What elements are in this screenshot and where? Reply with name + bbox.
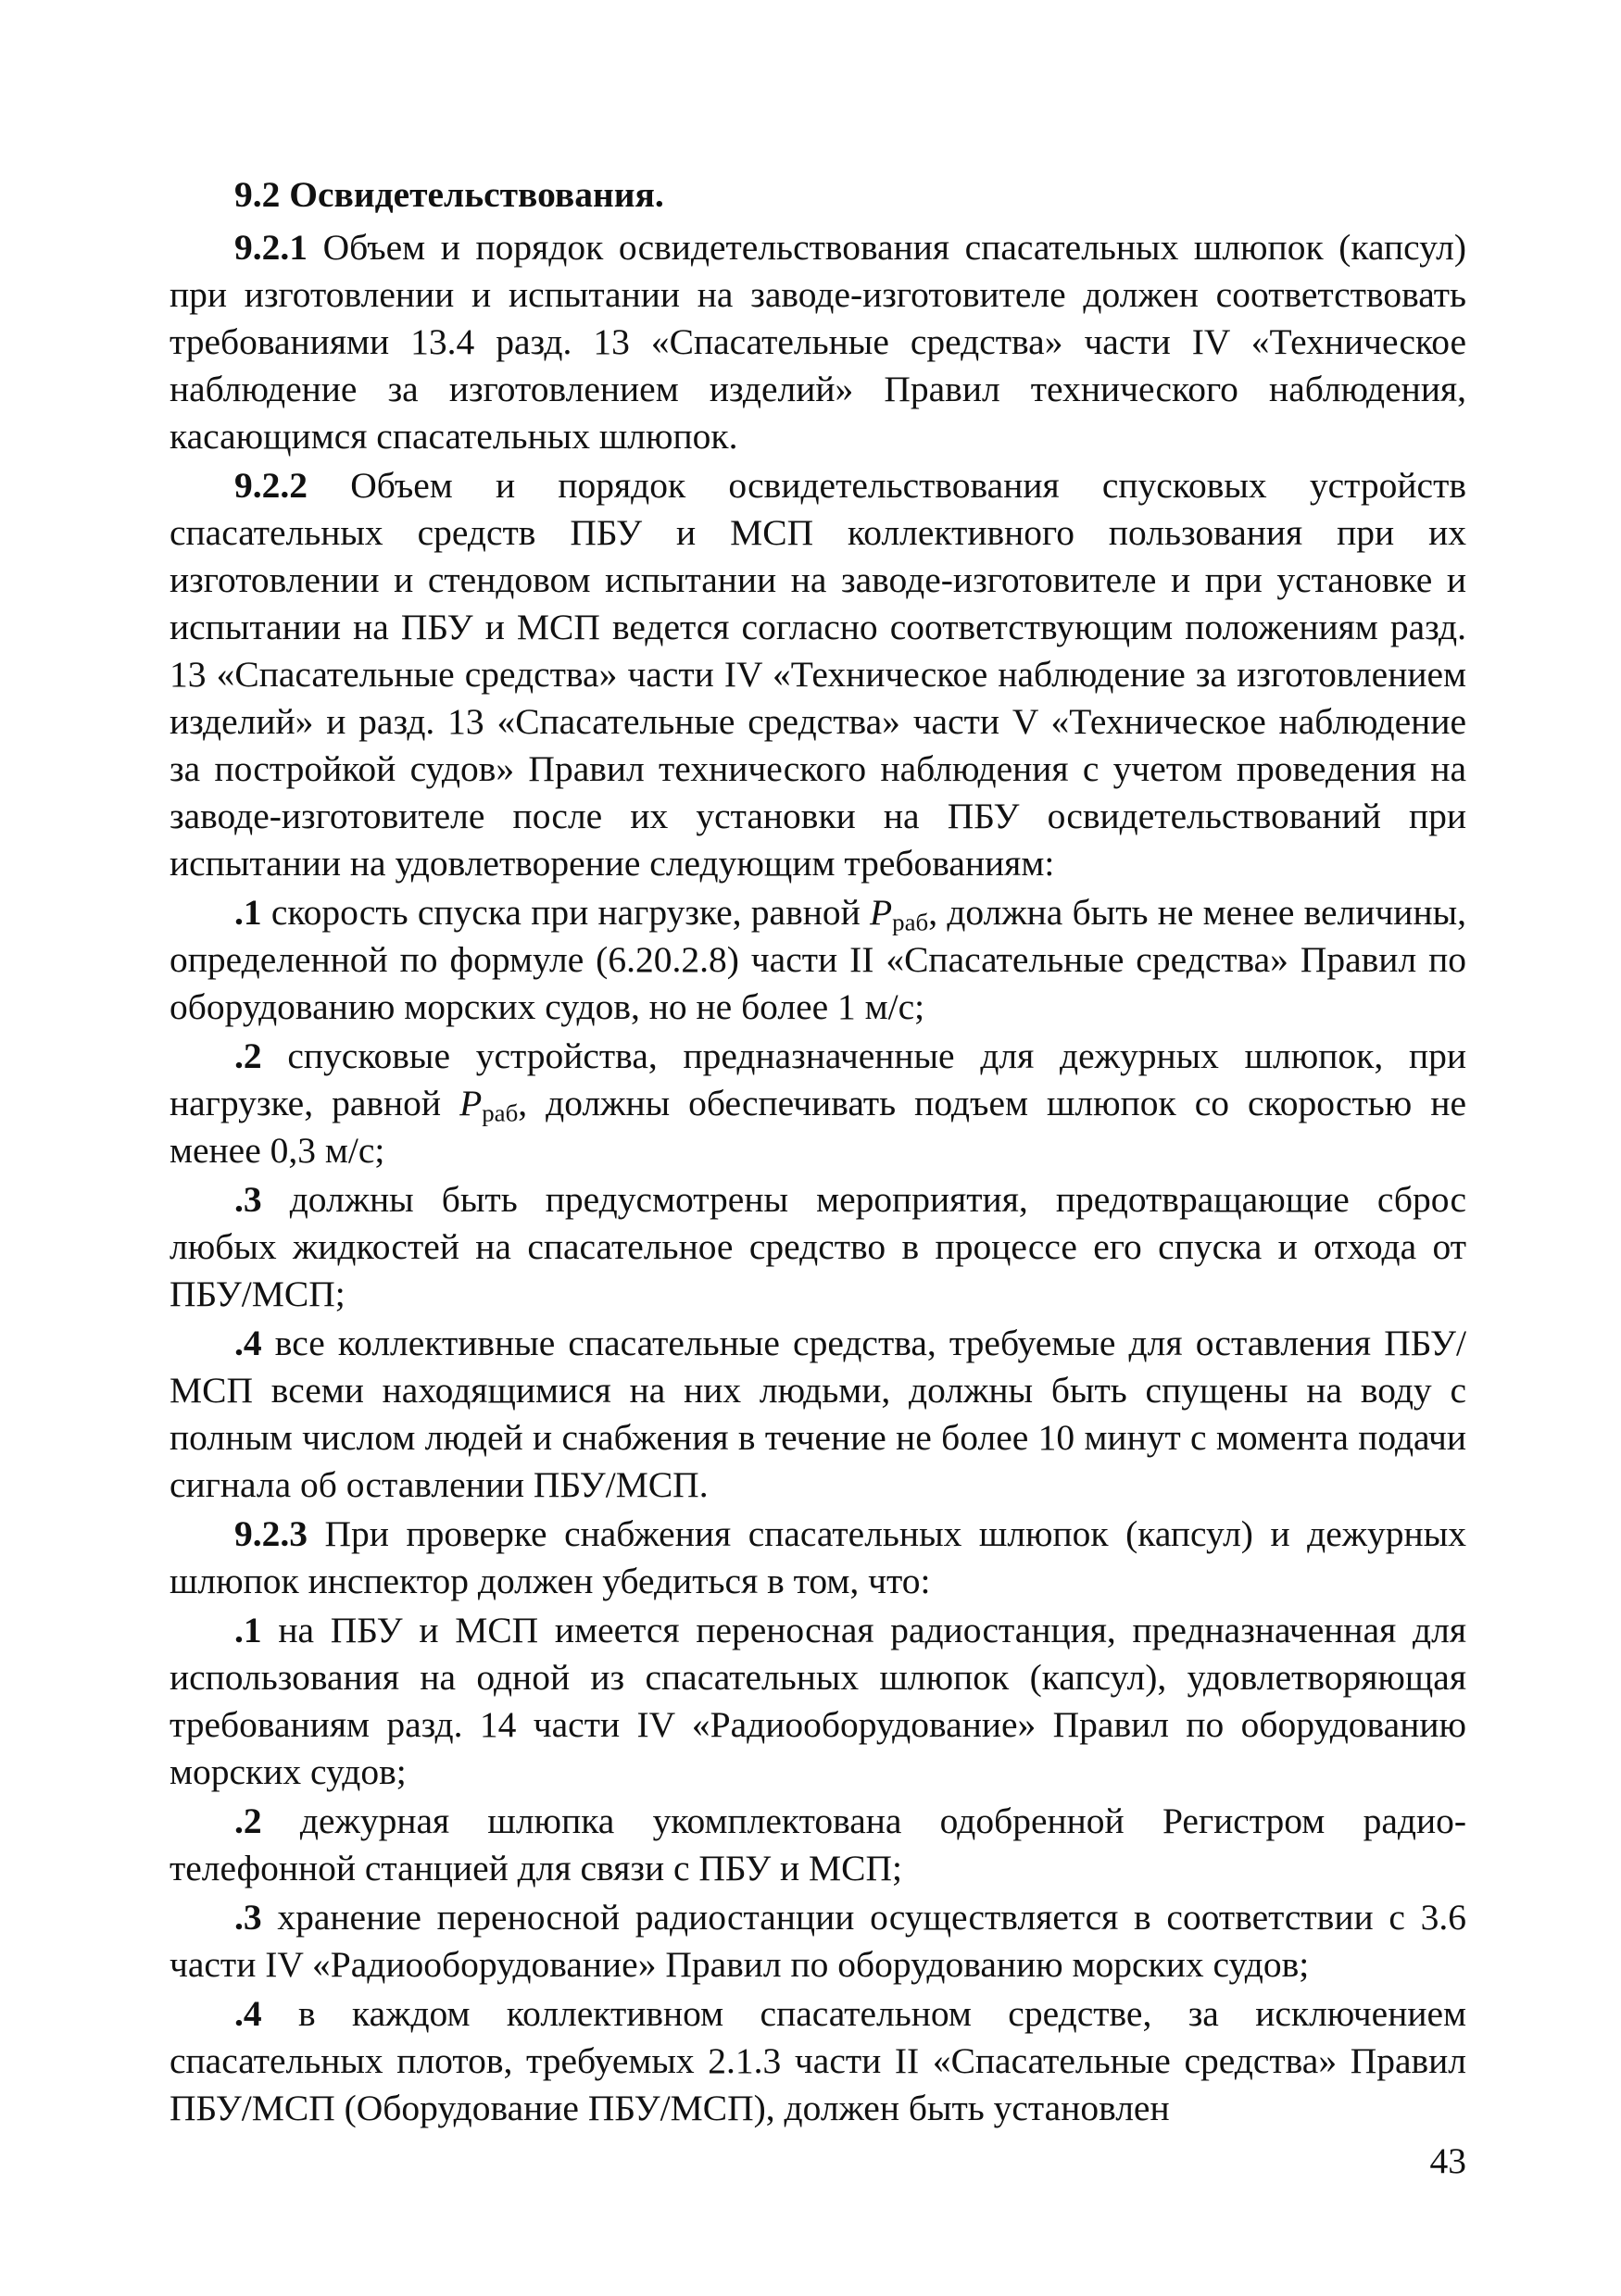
item-text: хранение переносной радиостанции осуществляется в соответствии с 3.6 части IV «Радиооборудование» Правил по оборудованию морских судов; bbox=[170, 1897, 1466, 1985]
item-text-pre: скорость спуска при нагрузке, равной bbox=[261, 892, 871, 933]
paragraph-9-2-2 bbox=[170, 462, 1466, 887]
list-item-9-2-2-4 bbox=[170, 1320, 1466, 1509]
item-text-post: , должны обеспечивать подъем шлюпок со скоростью не менее 0,3 м/с; bbox=[170, 1083, 1466, 1171]
item-number: .2 bbox=[234, 1800, 262, 1841]
page-number: 43 bbox=[1429, 2140, 1466, 2181]
list-item-9-2-2-1 bbox=[170, 889, 1466, 1031]
item-text: все коллективные спасательные средства, требуемые для оставления ПБУ/МСП всеми находящимися на них людьми, должны быть спущены на воду с полным числом людей и снабжения в течение не более 10 минут с момента подачи сигнала об оставлении ПБУ/МСП. bbox=[170, 1323, 1466, 1505]
page-content bbox=[170, 171, 1466, 2134]
paragraph-number: 9.2.1 bbox=[234, 227, 308, 268]
list-item-9-2-2-2 bbox=[170, 1033, 1466, 1174]
item-number: .1 bbox=[234, 892, 262, 933]
paragraph-number: 9.2.2 bbox=[234, 465, 308, 506]
item-number: .4 bbox=[234, 1993, 262, 2034]
item-text-pre: спусковые устройства, предназначенные для дежурных шлюпок, при нагрузке, равной bbox=[170, 1035, 1466, 1123]
item-number: .4 bbox=[234, 1323, 262, 1363]
list-item-9-2-3-4 bbox=[170, 1990, 1466, 2132]
symbol-subscript: раб bbox=[482, 1098, 519, 1127]
paragraph-number: 9.2.3 bbox=[234, 1513, 308, 1554]
item-number: .3 bbox=[234, 1179, 262, 1220]
item-text: дежурная шлюпка укомплектована одобренной Регистром радио-телефонной станцией для связи с ПБУ и МСП; bbox=[170, 1800, 1466, 1888]
list-item-9-2-2-3 bbox=[170, 1176, 1466, 1318]
section-heading: 9.2 Освидетельствования. bbox=[234, 174, 664, 215]
paragraph-text: Объем и порядок освидетельствования спусковых устройств спасательных средств ПБУ и МСП коллективного пользования при их изготовлении и стендовом испытании на заводе-изготовителе и при установке и испытании на ПБУ и МСП ведется согласно соответствующим положениям разд. 13 «Спасательные средства» части IV «Техническое наблюдение за изготовлением изделий» и разд. 13 «Спасательные средства» части V «Техническое наблюдение за постройкой судов» Правил технического наблюдения с учетом проведения на заводе-изготовителе после их установки на ПБУ освидетельствований при испытании на удовлетворение следующим требованиям: bbox=[170, 465, 1466, 884]
item-number: .2 bbox=[234, 1035, 262, 1076]
symbol-p: P bbox=[870, 892, 893, 933]
item-number: .3 bbox=[234, 1897, 262, 1938]
item-text-post: , должна быть не менее величины, определенной по формуле (6.20.2.8) части II «Спасательные средства» Правил по оборудованию морских судов, но не более 1 м/с; bbox=[170, 892, 1466, 1027]
symbol-p: P bbox=[459, 1083, 483, 1123]
paragraph-9-2-1 bbox=[170, 224, 1466, 460]
item-text: в каждом коллективном спасательном средстве, за исключением спасательных плотов, требуемых 2.1.3 части II «Спасательные средства» Правил ПБУ/МСП (Оборудование ПБУ/МСП), должен быть установлен bbox=[170, 1993, 1466, 2128]
list-item-9-2-3-3 bbox=[170, 1894, 1466, 1989]
paragraph-9-2-3 bbox=[170, 1511, 1466, 1605]
symbol-subscript: раб bbox=[892, 908, 929, 936]
paragraph-text: Объем и порядок освидетельствования спасательных шлюпок (капсул) при изготовлении и испытании на заводе-изготовителе должен соответствовать требованиями 13.4 разд. 13 «Спасательные средства» части IV «Техническое наблюдение за изготовлением изделий» Правил технического наблюдения, касающимся спасательных шлюпок. bbox=[170, 227, 1466, 457]
paragraph-text: При проверке снабжения спасательных шлюпок (капсул) и дежурных шлюпок инспектор должен убедиться в том, что: bbox=[170, 1513, 1466, 1601]
item-text: на ПБУ и МСП имеется переносная радиостанция, предназначенная для использования на одной из спасательных шлюпок (капсул), удовлетворяющая требованиям разд. 14 части IV «Радиооборудование» Правил по оборудованию морских судов; bbox=[170, 1610, 1466, 1792]
item-number: .1 bbox=[234, 1610, 262, 1650]
item-text: должны быть предусмотрены мероприятия, предотвращающие сброс любых жидкостей на спасательное средство в процессе его спуска и отхода от ПБУ/МСП; bbox=[170, 1179, 1466, 1314]
list-item-9-2-3-2 bbox=[170, 1798, 1466, 1892]
list-item-9-2-3-1 bbox=[170, 1607, 1466, 1796]
